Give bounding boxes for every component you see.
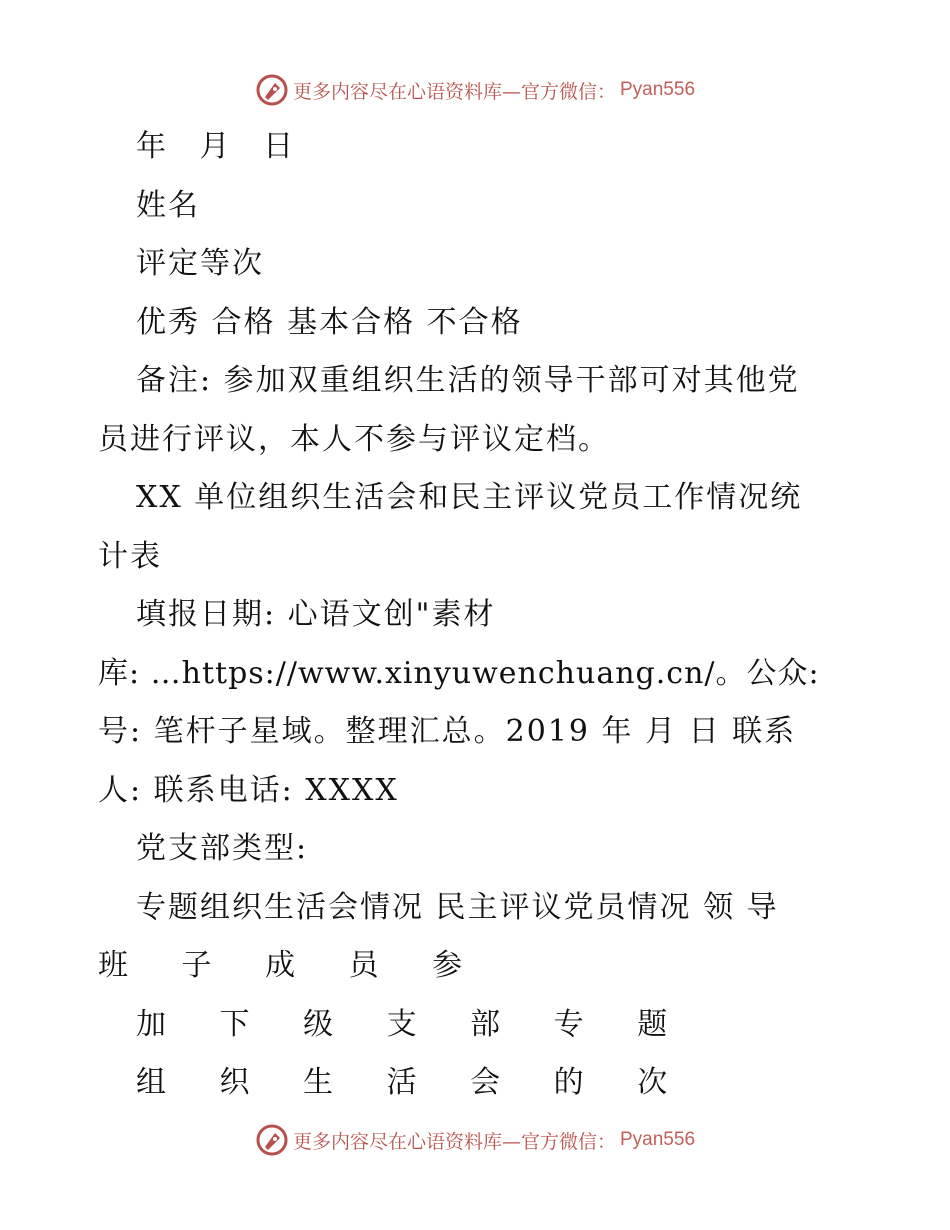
lower-branch-line: 加 下 级 支 部 专 题 [136, 1006, 690, 1042]
source-url-line: 库: …https://www.xinyuwenchuang.cn/。公众: [98, 655, 820, 691]
section-heading-line: 专题组织生活会情况 民主评议党员情况 领 导 [136, 889, 779, 925]
watermark-text: 更多内容尽在心语资料库—官方微信： [292, 80, 616, 103]
watermark-text: 更多内容尽在心语资料库—官方微信： [292, 1130, 616, 1153]
pen-nib-logo-icon [255, 1123, 289, 1157]
rating-options: 优秀 合格 基本合格 不合格 [136, 304, 523, 340]
account-line: 号: 笔杆子星域。整理汇总。2019 年 月 日 联系 [98, 714, 797, 749]
header-watermark-banner [0, 70, 950, 110]
remark-line-2: 员进行评议，本人不参与评议定档。 [98, 421, 610, 457]
leader-members-line: 班 子 成 员 参 [98, 948, 485, 983]
document-body [98, 118, 858, 1113]
name-label: 姓名 [136, 187, 200, 223]
meeting-count-line: 组 织 生 活 会 的 次 [136, 1065, 690, 1100]
watermark-wechat-id: Pyan556 [620, 1129, 696, 1150]
fill-date-line: 填报日期: 心语文创"素材 [136, 597, 496, 632]
date-line: 年 月 日 [136, 129, 306, 164]
footer-watermark-banner [0, 1120, 950, 1160]
rating-label: 评定等次 [136, 246, 264, 281]
remark-line-1: 备注: 参加双重组织生活的领导干部可对其他党 [136, 363, 800, 398]
table-title-line-2: 计表 [98, 538, 162, 574]
watermark-wechat-id: Pyan556 [620, 79, 696, 100]
table-title-line-1: XX 单位组织生活会和民主评议党员工作情况统 [136, 480, 803, 515]
contact-line: 人: 联系电话: XXXX [98, 772, 399, 808]
branch-type-label: 党支部类型: [136, 831, 309, 866]
pen-nib-logo-icon [255, 73, 289, 107]
